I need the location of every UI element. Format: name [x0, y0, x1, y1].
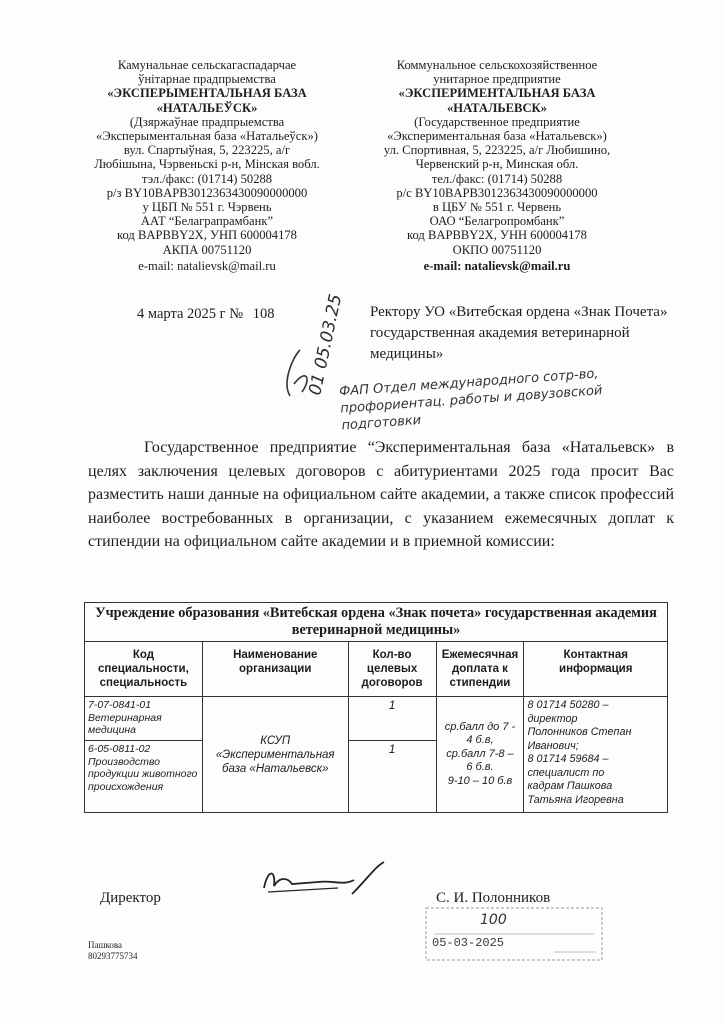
- signer-title: Директор: [100, 890, 161, 906]
- contact-line: 8 01714 59684 –: [527, 753, 609, 765]
- header-left-line1: Камунальнае сельскагаспадарчае: [117, 58, 297, 72]
- row1-specialty: Ветеринарная медицина: [88, 711, 162, 736]
- header-left-org-name-1: «ЭКСПЕРЫМЕНТАЛЬНАЯ БАЗА: [107, 86, 307, 101]
- header-right-line8: р/с BY10BAPB3012363430090000000: [396, 185, 598, 200]
- pay-line: 9-10 – 10 б.в: [447, 774, 513, 787]
- header-right-line7: тел./факс: (01714) 50288: [431, 171, 563, 186]
- org-cell: КСУП «Экспериментальная база «Натальевск»: [202, 697, 348, 813]
- header-right-line12: ОКПО 00751120: [452, 242, 542, 257]
- header-pay: Ежемесячная доплата к стипендии: [436, 642, 524, 697]
- header-right-email: e-mail: natalievsk@mail.ru: [423, 258, 571, 273]
- letter-date: 4 марта 2025 г №: [137, 306, 244, 322]
- header-left-line3: (Дзяржаўнае прадпрыемства: [129, 114, 285, 129]
- signer-name: С. И. Полонников: [436, 890, 551, 906]
- row1-code: 7-07-0841-01: [88, 699, 152, 711]
- header-right-line1: Коммунальное сельскохозяйственное: [396, 58, 598, 72]
- row2-specialty: Производство продукции животного происхождения: [88, 755, 198, 793]
- header-left-line11: код BAPBBY2X, УНП 600004178: [117, 228, 297, 243]
- footer: [88, 940, 138, 962]
- contact-line: кадрам Пашкова: [527, 780, 613, 792]
- letter-date-number: [137, 306, 274, 323]
- header-right-line3: (Государственное предприятие: [414, 114, 580, 129]
- header-left-org-name-2: «НАТАЛЬЕЎСК»: [156, 100, 258, 115]
- stamp-number: 100: [480, 912, 507, 928]
- header-right-line11: код BAPBBY2X, УНН 600004178: [407, 228, 587, 243]
- header-right-org-name-1: «ЭКСПЕРИМЕНТАЛЬНАЯ БАЗА: [398, 86, 596, 101]
- contact-cell: [524, 697, 668, 813]
- header-left-line10: ААТ “Белаграпрамбанк”: [140, 214, 274, 229]
- header-left-line8: р/з BY10BAPB3012363430090000000: [106, 185, 308, 200]
- header-left-line2: ўнітарнае прадпрыемства: [138, 72, 276, 87]
- header-right: [352, 58, 642, 273]
- registration-stamp: [424, 906, 604, 962]
- contact-line: Иванович;: [527, 739, 579, 752]
- header-right-line4: «Экспериментальная база «Натальевск»): [387, 129, 607, 144]
- table-title: Учреждение образования «Витебская ордена «Знак почета» государственная академия ветеринарной медицины»: [85, 603, 668, 642]
- header-left-line9: у ЦБП № 551 г. Чэрвень: [142, 200, 272, 215]
- signature-scribble: [258, 858, 398, 908]
- row2-code: 6-05-0811-02: [88, 743, 151, 755]
- contact-line: директор: [527, 712, 578, 725]
- header-left-line6: Любішына, Чэрвеньскі р-н, Мінская вобл.: [94, 157, 320, 172]
- header-contact: Контактная информация: [524, 642, 668, 697]
- footer-name: Пашкова: [88, 940, 122, 950]
- header-right-org-name-2: «НАТАЛЬЕВСК»: [447, 100, 547, 115]
- header-left-line5: вул. Спартыўная, 5, 223225, а/г: [123, 143, 291, 158]
- header-left-line7: тэл./факс: (01714) 50288: [141, 171, 273, 186]
- footer-phone: 80293775734: [88, 951, 138, 961]
- contact-line: специалист по: [527, 766, 605, 779]
- resolution-text: 01 05.03.25: [305, 292, 347, 398]
- header-code: Код специальности, специальность: [85, 642, 203, 697]
- header-right-line2: унитарное предприятие: [433, 72, 561, 87]
- recipient: Ректору УО «Витебская ордена «Знак Почета» государственная академия ветеринарной медицины»: [370, 304, 668, 362]
- stamp-date: 05-03-2025: [432, 936, 505, 950]
- info-table: [84, 602, 668, 813]
- header-count: Кол-во целевых договоров: [348, 642, 436, 697]
- contact-line: 8 01714 50280 –: [527, 699, 609, 711]
- header-left-line12: АКПА 00751120: [162, 242, 252, 257]
- header-right-line10: ОАО “Белагропромбанк”: [429, 214, 565, 229]
- handwritten-note: ФАП Отдел международного сотр-во, профориентац. работы и довузовской подготовки: [338, 366, 603, 434]
- header-right-line5: ул. Спортивная, 5, 223225, а/г Любишино,: [383, 143, 611, 158]
- header-left-line4: «Эксперыментальная база «Натальеўск»): [96, 129, 318, 144]
- table-row: [85, 697, 668, 741]
- header-left-email: e-mail: natalievsk@mail.ru: [138, 258, 276, 273]
- header-right-line6: Червенский р-н, Минская обл.: [415, 157, 579, 172]
- contact-line: Татьяна Игоревна: [527, 793, 624, 806]
- letter-number: 108: [252, 306, 275, 322]
- pay-line: ср.балл 7-8 –: [446, 747, 514, 760]
- header-left: [62, 58, 352, 273]
- pay-cell: [436, 697, 524, 813]
- pay-line: ср.балл до 7 -: [444, 720, 516, 733]
- letter-body: Государственное предприятие “Экспериментальная база «Натальевск» в целях заключения целевых договоров с абитуриентами 2025 года просит Вас разместить наши данные на официальном сайте академии, а также список профессий наиболее востребованных в организации, с указанием ежемесячных доплат к стипендии на официальном сайте академии и в приемной комиссии:: [88, 439, 674, 550]
- row2-code-cell: [85, 741, 203, 813]
- pay-line: 6 б.в.: [466, 761, 494, 774]
- pay-line: 4 б.в,: [466, 734, 494, 747]
- row2-count: 1: [348, 741, 436, 813]
- contact-line: Полонников Степан: [527, 726, 632, 738]
- header-right-line9: в ЦБУ № 551 г. Червень: [432, 200, 562, 215]
- row1-count: 1: [348, 697, 436, 741]
- row1-code-cell: [85, 697, 203, 741]
- header-org: Наименование организации: [202, 642, 348, 697]
